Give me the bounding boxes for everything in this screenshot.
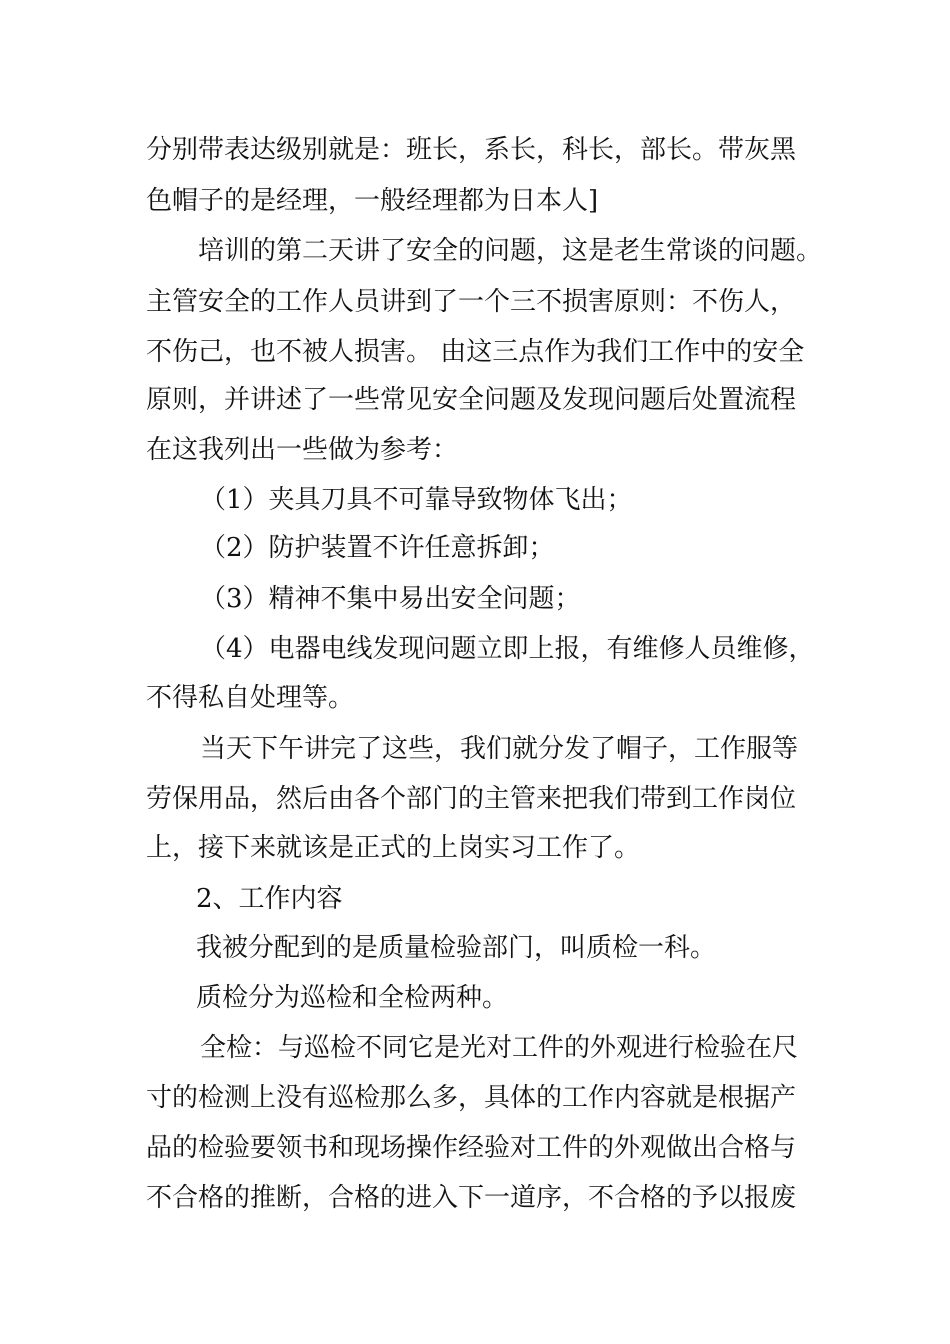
section-heading: 2、工作内容 [196,884,343,914]
text-line: 寸的检测上没有巡检那么多，具体的工作内容就是根据产 [146,1083,797,1113]
text-line: 我被分配到的是质量检验部门，叫质检一科。 [196,933,717,963]
text-line: 全检：与巡检不同它是光对工件的外观进行检验在尺 [200,1033,799,1063]
text-line: 原则，并讲述了一些常见安全问题及发现问题后处置流程 [146,385,797,415]
list-item: （4）电器电线发现问题立即上报，有维修人员维修， [200,634,815,664]
text-line: 培训的第二天讲了安全的问题，这是老生常谈的问题。 [198,236,823,266]
text-line: 上，接下来就该是正式的上岗实习工作了。 [146,833,641,863]
text-line: 当天下午讲完了这些，我们就分发了帽子，工作服等 [200,734,799,764]
text-line: 不得私自处理等。 [146,683,355,713]
text-line: 在这我列出一些做为参考： [146,435,459,465]
text-line: 品的检验要领书和现场操作经验对工件的外观做出合格与 [146,1133,797,1163]
text-line: 劳保用品，然后由各个部门的主管来把我们带到工作岗位 [146,784,797,814]
text-line: 不合格的推断，合格的进入下一道序，不合格的予以报废 [146,1183,797,1213]
text-line: 主管安全的工作人员讲到了一个三不损害原则：不伤人， [146,287,797,317]
list-item: （3）精神不集中易出安全问题； [200,584,581,614]
text-line: 不伤己，也不被人损害。 由这三点作为我们工作中的安全 [146,337,805,367]
text-line: 色帽子的是经理，一般经理都为日本人] [146,186,599,216]
list-item: （1）夹具刀具不可靠导致物体飞出； [200,485,633,515]
text-line: 分别带表达级别就是：班长，系长，科长，部长。带灰黑 [146,135,797,165]
text-line: 质检分为巡检和全检两种。 [196,983,509,1013]
list-item: （2）防护装置不许任意拆卸； [200,533,555,563]
